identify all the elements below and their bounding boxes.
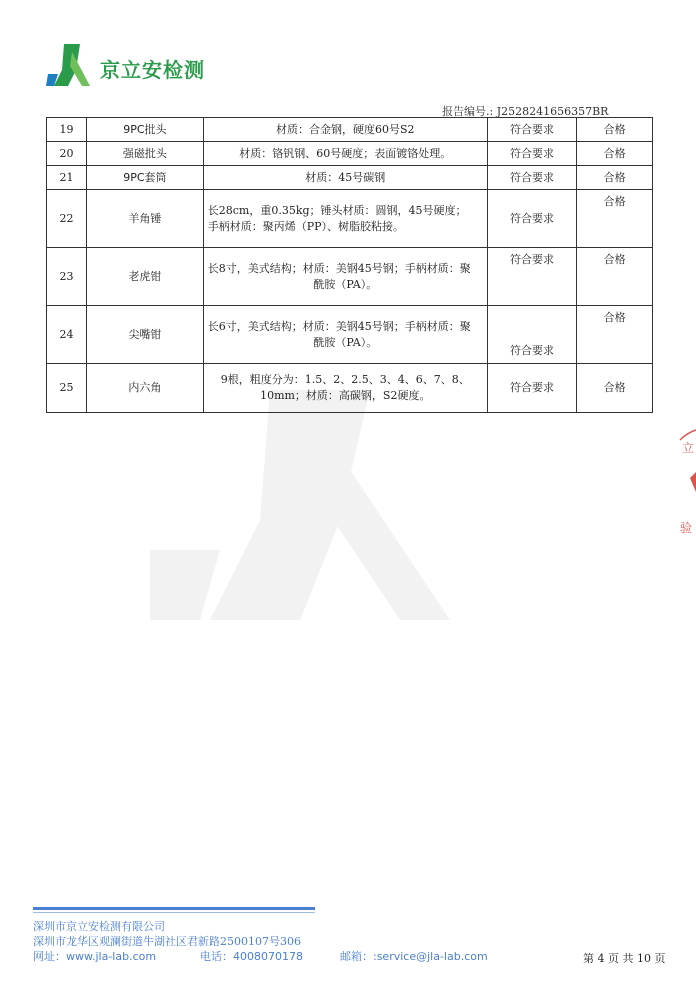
footer-rule-thin	[33, 912, 315, 913]
item-description	[203, 166, 487, 190]
footer-website	[33, 950, 156, 964]
email-label: 邮箱：	[340, 950, 373, 963]
item-description	[203, 248, 487, 306]
watermark-logo-icon	[150, 380, 580, 640]
svg-text:立: 立	[682, 441, 695, 455]
result: 符合要求	[487, 118, 576, 142]
description-line: 9根，粗度分为：1.5、2、2.5、3、4、6、7、8、	[220, 373, 470, 386]
report-number: 报告编号.: J2528241656357BR	[442, 105, 609, 118]
website-link[interactable]: www.jla-lab.com	[66, 950, 157, 963]
item-name: 内六角	[86, 364, 203, 413]
row-number: 19	[47, 118, 87, 142]
seal-stamp-icon	[674, 428, 696, 538]
table-row	[47, 248, 653, 306]
table-row	[47, 118, 653, 142]
page-indicator: 第 4 页 共 10 页	[583, 952, 666, 965]
item-name: 羊角锤	[86, 190, 203, 248]
phone-number: 4008070178	[233, 950, 303, 963]
description-line: 长6寸，美式结构；材质：美钢45号钢；手柄材质：聚	[207, 319, 471, 333]
item-description	[203, 190, 487, 248]
items-table	[46, 117, 653, 413]
item-name: 老虎钳	[86, 248, 203, 306]
row-number: 21	[47, 166, 87, 190]
verdict: 合格	[577, 142, 653, 166]
verdict: 合格	[577, 306, 653, 364]
description-line: 材质：45号碳钢	[305, 170, 386, 184]
item-description	[203, 306, 487, 364]
item-description	[203, 364, 487, 413]
table-row	[47, 166, 653, 190]
result: 符合要求	[487, 166, 576, 190]
result: 符合要求	[487, 190, 576, 248]
description-line: 材质：合金钢，硬度60号S2	[276, 122, 415, 136]
footer-address: 深圳市龙华区观澜街道牛湖社区君新路2500107号306	[33, 935, 301, 948]
table-row	[47, 364, 653, 413]
verdict: 合格	[577, 118, 653, 142]
description-line: 10mm；材质：高碳钢，S2硬度。	[260, 389, 431, 402]
website-label: 网址：	[33, 950, 66, 963]
item-name: 9PC套筒	[86, 166, 203, 190]
verdict: 合格	[577, 190, 653, 248]
item-name: 9PC批头	[86, 118, 203, 142]
description-line: 长8寸，美式结构；材质：美钢45号钢；手柄材质：聚	[207, 261, 471, 275]
result: 符合要求	[487, 306, 576, 364]
verdict: 合格	[577, 364, 653, 413]
company-name: 京立安检测	[100, 58, 205, 82]
verdict: 合格	[577, 248, 653, 306]
item-description	[203, 118, 487, 142]
verdict: 合格	[577, 166, 653, 190]
row-number: 20	[47, 142, 87, 166]
result: 符合要求	[487, 248, 576, 306]
footer-phone	[200, 950, 303, 964]
description-line: 酰胺（PA）。	[313, 277, 378, 291]
result: 符合要求	[487, 364, 576, 413]
table-row	[47, 142, 653, 166]
svg-text:验: 验	[680, 521, 693, 535]
footer-rule	[33, 907, 315, 910]
item-name: 强磁批头	[86, 142, 203, 166]
description-line: 长28cm，重0.35kg；锤头材质：圆钢，45号硬度；	[207, 203, 467, 217]
email-link[interactable]: :service@jla-lab.com	[373, 950, 488, 963]
table-row	[47, 306, 653, 364]
description-line: 材质：铬钒钢、60号硬度；表面镀铬处理。	[239, 146, 452, 160]
result: 符合要求	[487, 142, 576, 166]
row-number: 24	[47, 306, 87, 364]
description-line: 酰胺（PA）。	[313, 335, 378, 349]
description-line: 手柄材质：聚丙烯（PP）、树脂胶粘接。	[207, 219, 405, 233]
row-number: 25	[47, 364, 87, 413]
footer-company: 深圳市京立安检测有限公司	[33, 920, 165, 933]
item-description	[203, 142, 487, 166]
footer-email	[340, 950, 488, 964]
item-name: 尖嘴钳	[86, 306, 203, 364]
row-number: 23	[47, 248, 87, 306]
phone-label: 电话：	[200, 950, 233, 963]
row-number: 22	[47, 190, 87, 248]
table-row	[47, 190, 653, 248]
